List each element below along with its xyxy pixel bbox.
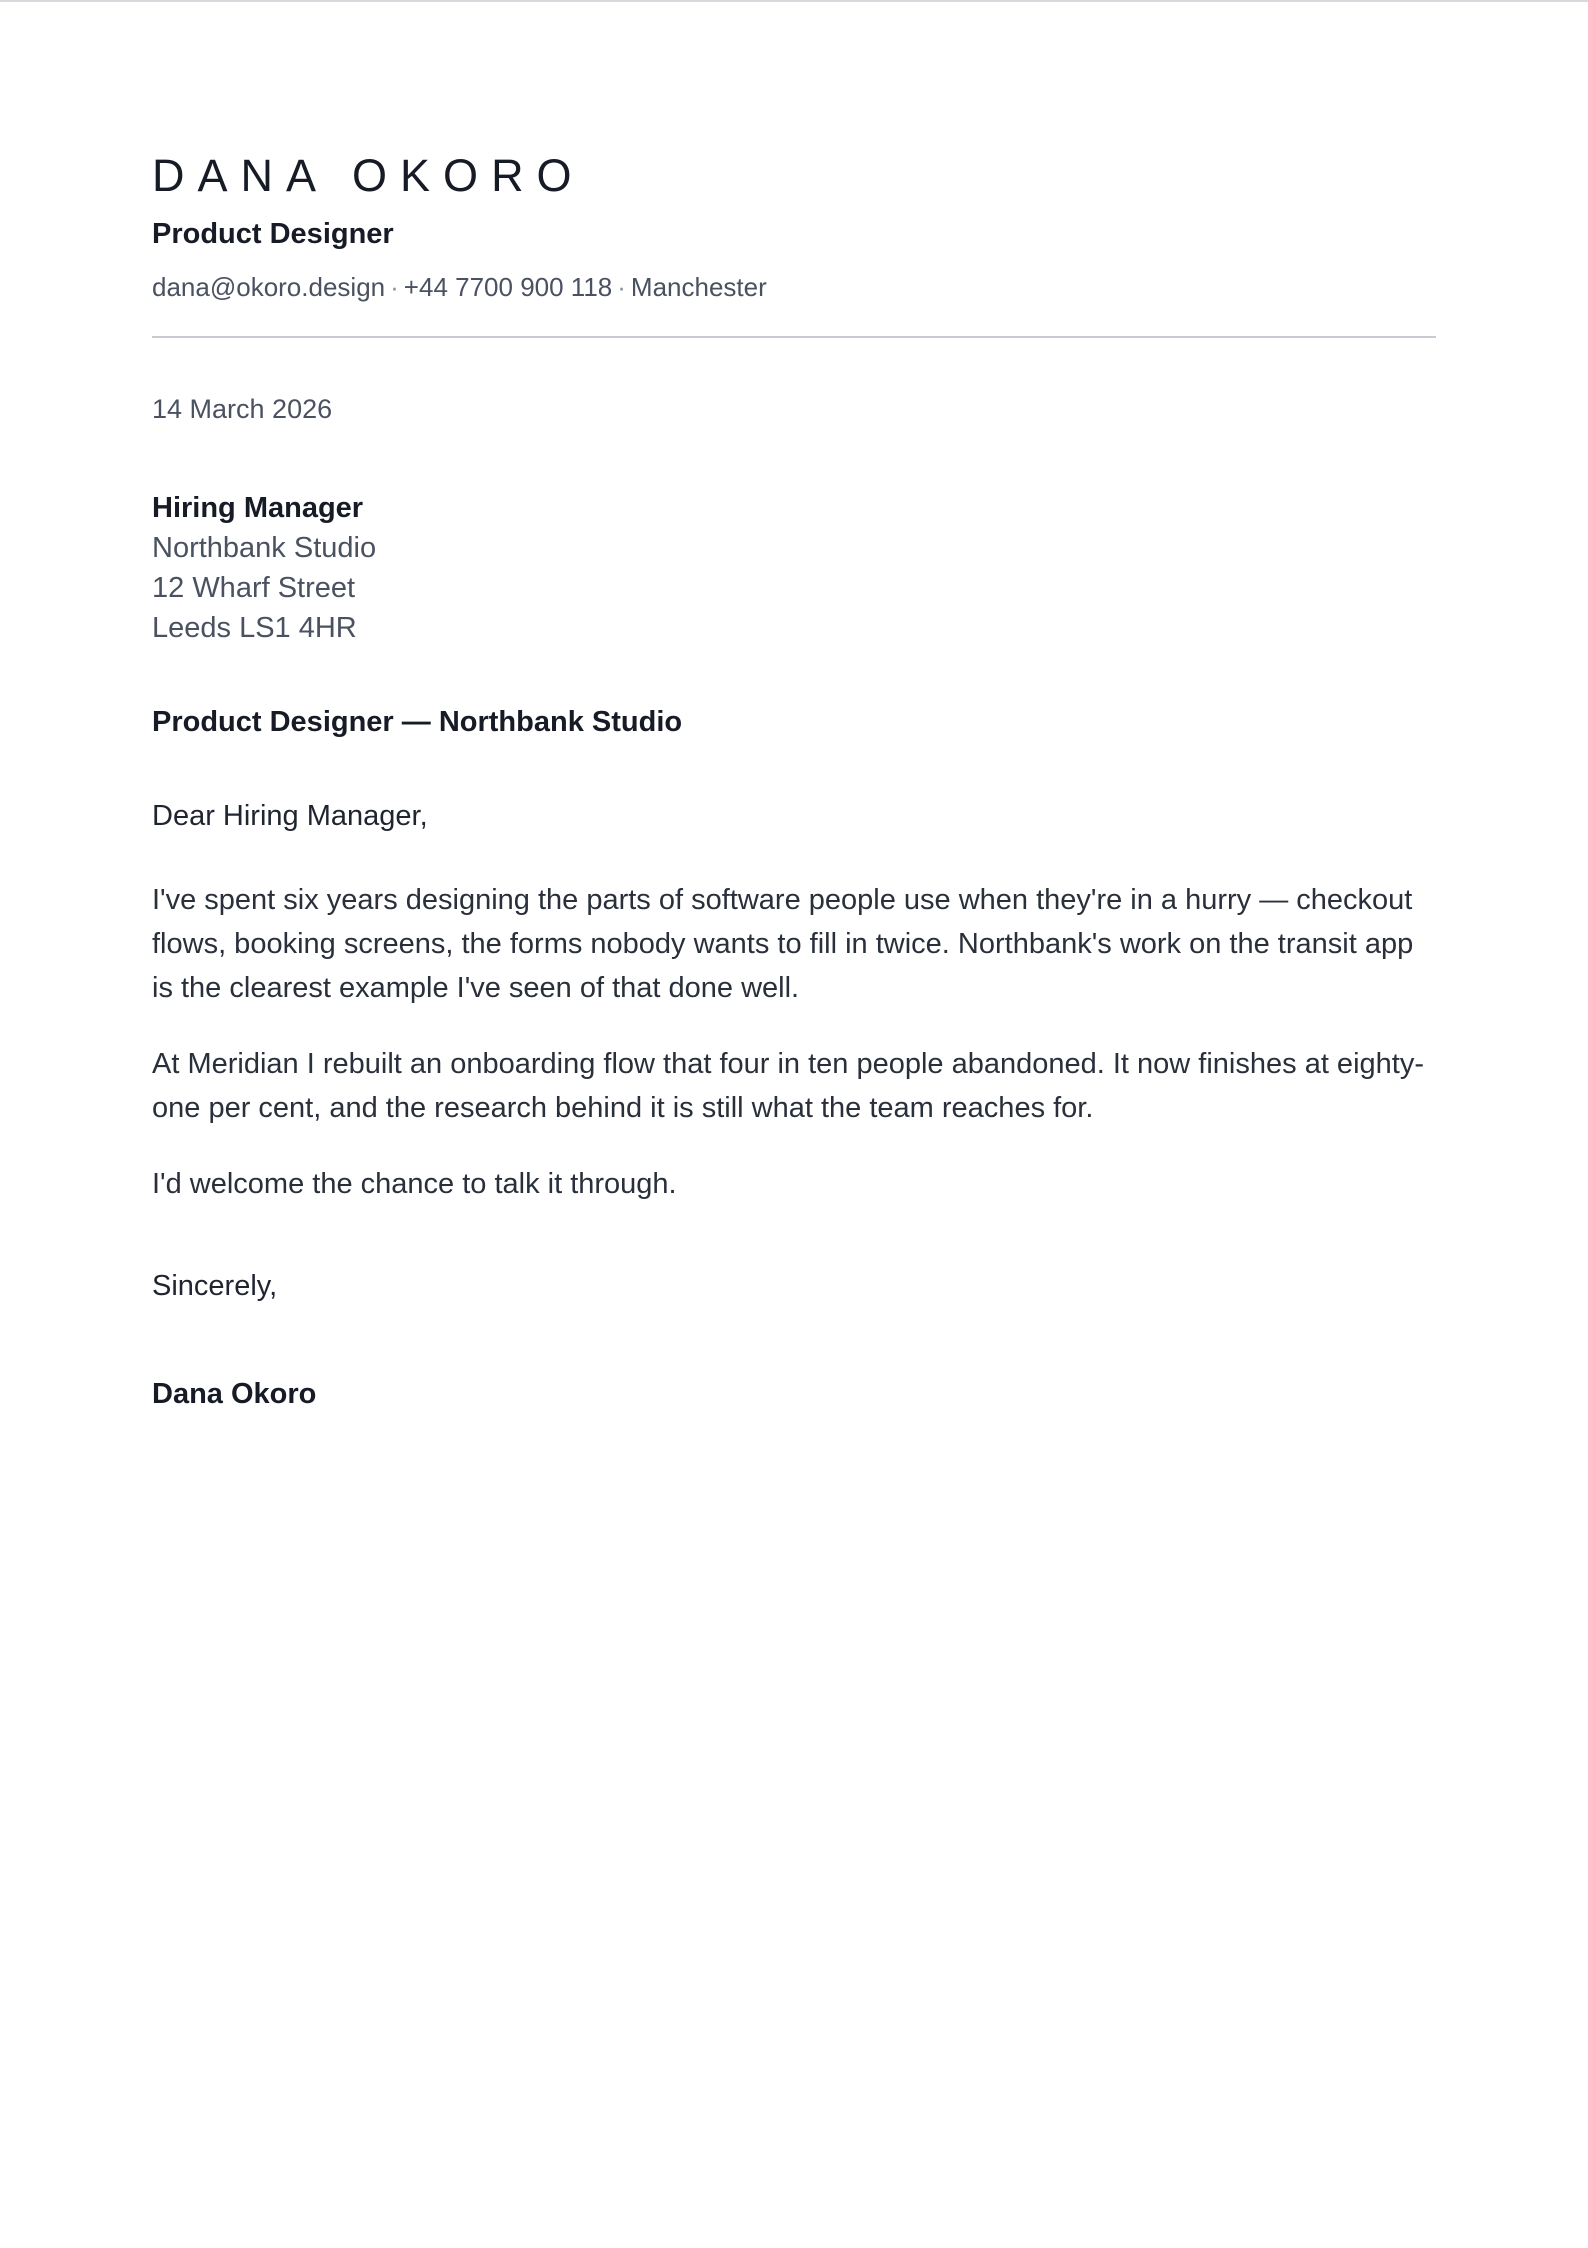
contact-line xyxy=(152,272,767,303)
contact-email: dana@okoro.design xyxy=(152,272,386,302)
signature: Dana Okoro xyxy=(152,1378,317,1410)
closing: Sincerely, xyxy=(152,1270,278,1302)
contact-separator: · xyxy=(617,272,626,302)
salutation: Dear Hiring Manager, xyxy=(152,800,428,832)
recipient-block xyxy=(152,488,376,648)
header-divider xyxy=(152,336,1436,338)
body-paragraph: At Meridian I rebuilt an onboarding flow that four in ten people abandoned. It now finishes at eighty-one per cent, and the research behind it is still what the team reaches for. xyxy=(152,1048,1424,1124)
recipient-street: 12 Wharf Street xyxy=(152,572,356,604)
recipient-company: Northbank Studio xyxy=(152,532,377,564)
top-rule xyxy=(0,0,1588,2)
contact-separator: · xyxy=(390,272,399,302)
letter-date: 14 March 2026 xyxy=(152,394,333,424)
recipient-name: Hiring Manager xyxy=(152,492,364,524)
contact-phone: +44 7700 900 118 xyxy=(403,272,613,302)
letter-subject: Product Designer — Northbank Studio xyxy=(152,706,683,738)
sender-name: DANA OKORO xyxy=(152,150,585,201)
recipient-city: Leeds LS1 4HR xyxy=(152,612,357,644)
body-paragraph: I've spent six years designing the parts of software people use when they're in a hurry — checkout flows, booking screens, the forms nobody wants to fill in twice. Northbank's work on the transit app is the clearest example I've seen of that done well. xyxy=(152,884,1414,1004)
letter-body xyxy=(152,878,1436,1238)
body-paragraph: I'd welcome the chance to talk it through. xyxy=(152,1168,677,1200)
contact-location: Manchester xyxy=(630,272,767,302)
sender-role: Product Designer xyxy=(152,218,394,250)
